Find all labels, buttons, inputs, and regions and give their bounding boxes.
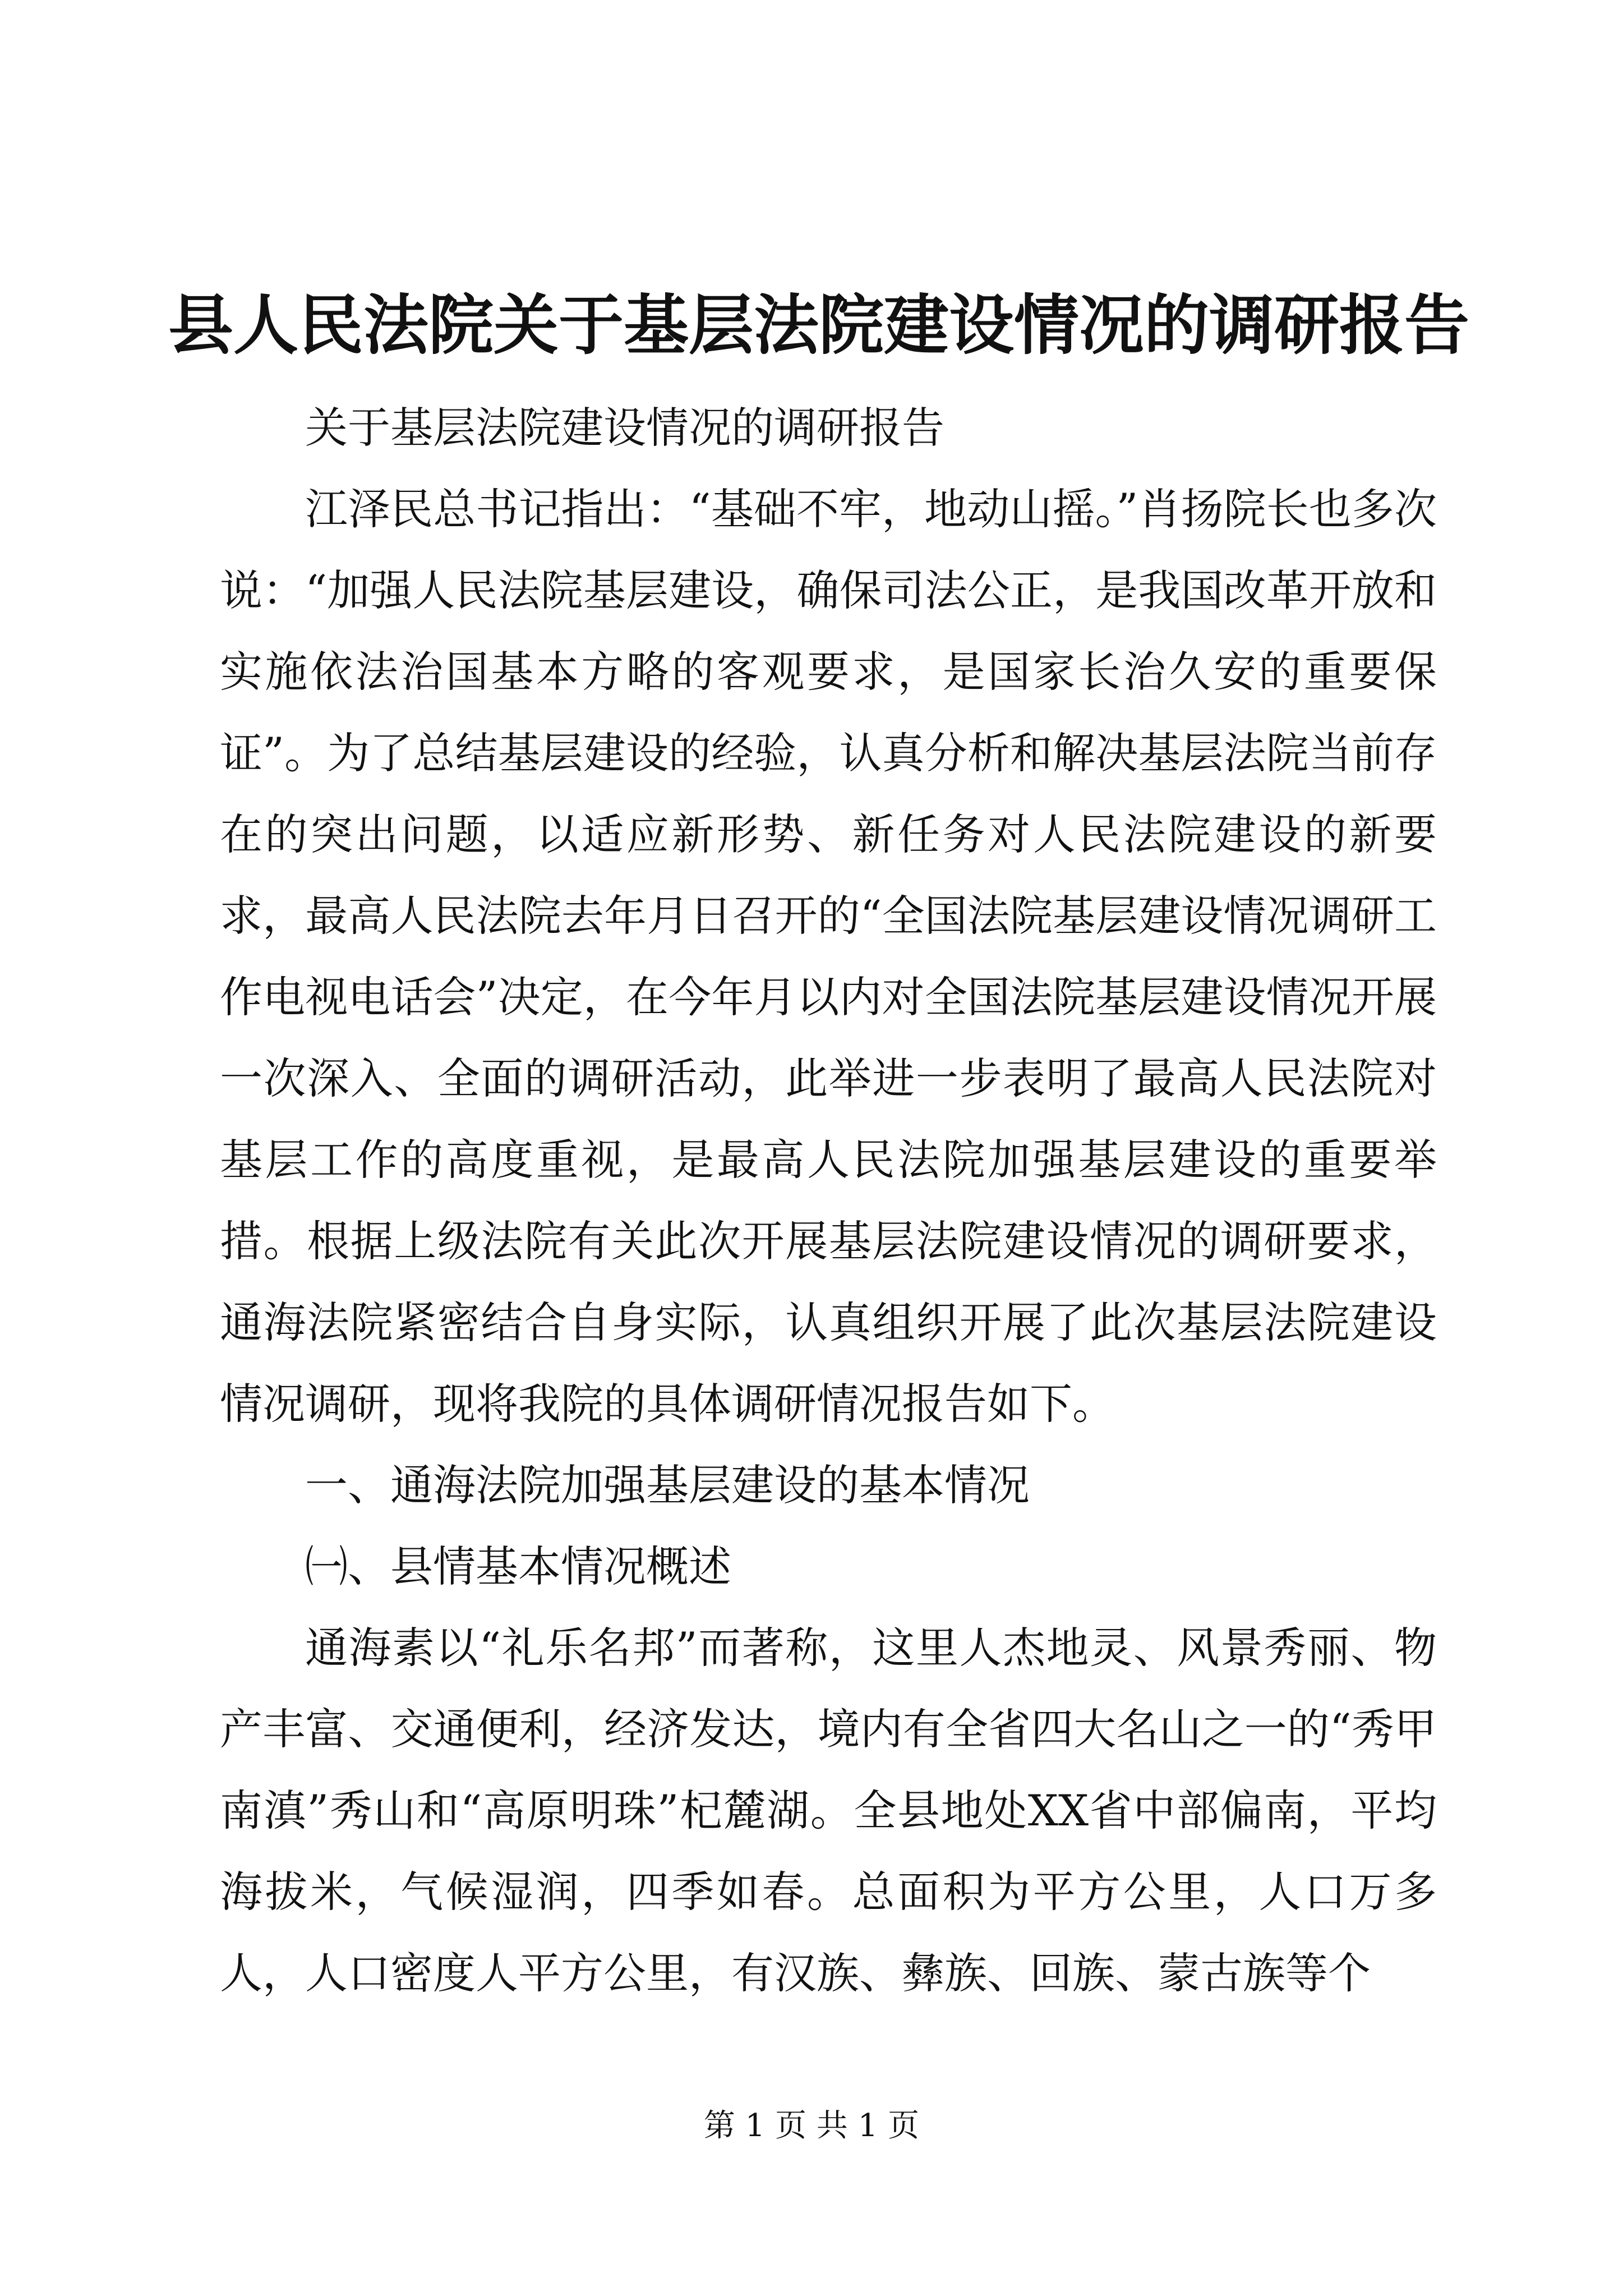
intro-paragraph: 江泽民总书记指出：“基础不牢，地动山摇。”肖扬院长也多次说：“加强人民法院基层建设，确保司法公正，是我国改革开放和实施依法治国基本方略的客观要求，是国家长治久安的重要保证”。为了总结基层建设的经验，认真分析和解决基层法院当前存在的突出问题，以适应新形势、新任务对人民法院建设的新要求，最高人民法院去年月日召开的“全国法院基层建设情况调研工作电视电话会”决定，在今年月以内对全国法院基层建设情况开展一次深入、全面的调研活动，此举进一步表明了最高人民法院对基层工作的高度重视，是最高人民法院加强基层建设的重要举措。根据上级法院有关此次开展基层法院建设情况的调研要求，通海法院紧密结合自身实际，认真组织开展了此次基层法院建设情况调研，现将我院的具体调研情况报告如下。: [220, 484, 1437, 1429]
document-body: [220, 387, 1437, 2014]
section-heading: 一、通海法院加强基层建设的基本情况: [305, 1460, 1030, 1510]
county-overview-paragraph: 通海素以“礼乐名邦”而著称，这里人杰地灵、风景秀丽、物产丰富、交通便利，经济发达，境内有全省四大名山之一的“秀甲南滇”秀山和“高原明珠”杞麓湖。全县地处XX省中部偏南，平均海拔米，气候湿润，四季如春。总面积为平方公里，人口万多人，人口密度人平方公里，有汉族、彝族、回族、蒙古族等个: [220, 1623, 1437, 1998]
subsection-heading: ㈠、县情基本情况概述: [305, 1542, 731, 1591]
subtitle-paragraph: 关于基层法院建设情况的调研报告: [305, 403, 944, 453]
page-footer: 第 1 页 共 1 页: [703, 2108, 920, 2144]
document-title: 县人民法院关于基层法院建设情况的调研报告: [168, 287, 1469, 364]
